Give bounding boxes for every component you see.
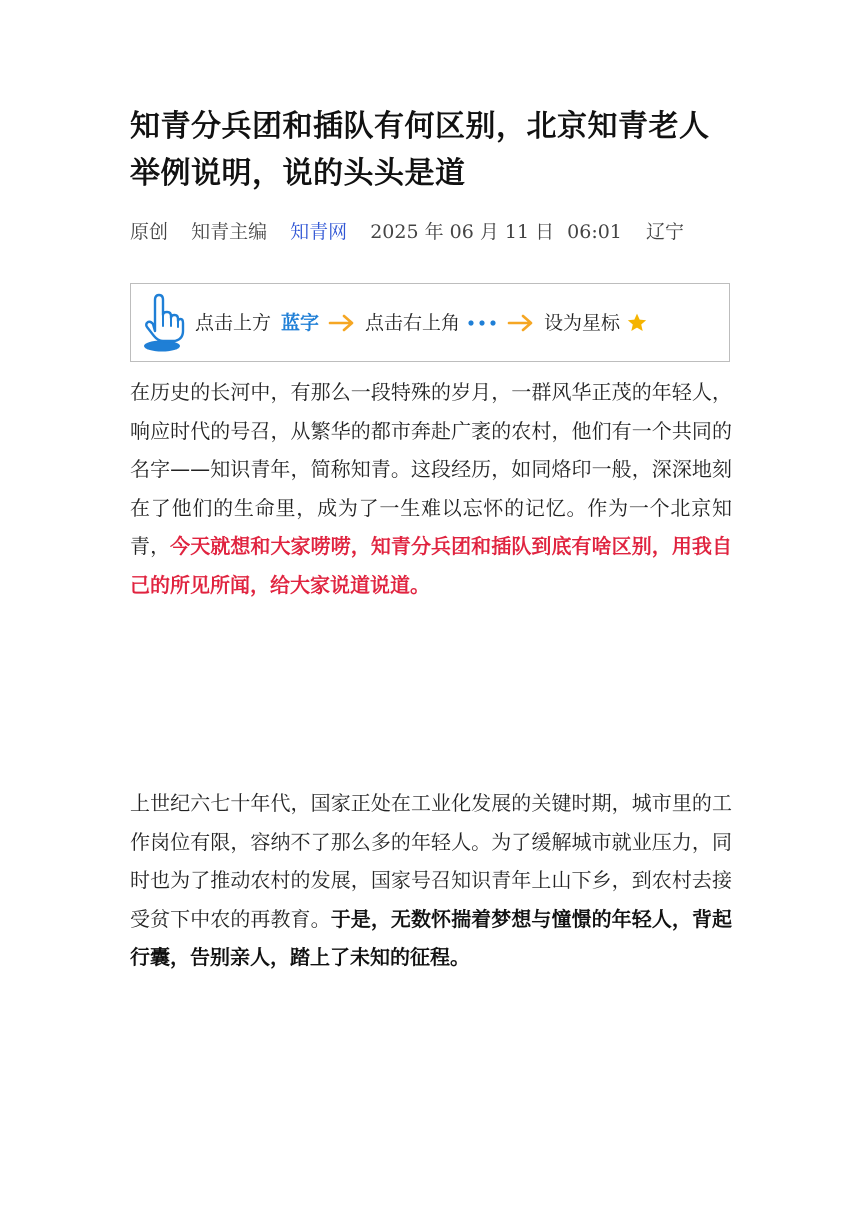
paragraph-2-text: 上世纪六七十年代，国家正处在工业化发展的关键时期，城市里的工作岗位有限，容纳不了那么多的年轻人。为了缓解城市就业压力，同时也为了推动农村的发展，国家号召知识青年上山下乡，到农村去接受贫下中农的再教育。 xyxy=(130,791,732,931)
paragraph-1-text: 在历史的长河中，有那么一段特殊的岁月，一群风华正茂的年轻人，响应时代的号召，从繁华的都市奔赴广袤的农村，他们有一个共同的名字——知识青年，简称知青。这段经历，如同烙印一般，深深地刻在了他们的生命里，成为了一生难以忘怀的记忆。作为一个北京知青， xyxy=(130,380,732,558)
arrow-right-icon xyxy=(506,313,536,333)
banner-blue-text[interactable]: 蓝字 xyxy=(281,311,320,334)
paragraph-1-emphasis: 今天就想和大家唠唠，知青分兵团和插队到底有啥区别，用我自己的所见所闻，给大家说道说道。 xyxy=(130,534,733,597)
banner-step2-label: 点击右上角 xyxy=(365,311,461,334)
body-paragraph-1 xyxy=(130,373,732,604)
paragraph-2-emphasis: 于是，无数怀揣着梦想与憧憬的年轻人，背起行囊，告别亲人，踏上了未知的征程。 xyxy=(130,906,733,969)
publish-location: 辽宁 xyxy=(645,221,684,243)
more-dots-icon xyxy=(466,318,498,328)
article-title: 知青分兵团和插队有何区别，北京知青老人举例说明，说的头头是道 xyxy=(130,109,710,191)
arrow-right-icon xyxy=(327,313,357,333)
author-name: 知青主编 xyxy=(191,221,268,243)
source-link[interactable]: 知青网 xyxy=(290,221,348,243)
star-icon xyxy=(626,312,648,334)
publish-date: 2025 年 06 月 11 日 xyxy=(370,221,555,243)
banner-step1-label: 点击上方 xyxy=(195,311,272,334)
banner-step3-label: 设为星标 xyxy=(544,311,621,334)
body-paragraph-2 xyxy=(130,784,732,977)
hand-pointer-icon xyxy=(141,291,185,355)
article-meta xyxy=(130,217,732,247)
publish-time: 06:01 xyxy=(567,221,622,243)
original-tag: 原创 xyxy=(130,221,169,243)
follow-banner[interactable] xyxy=(130,283,730,362)
